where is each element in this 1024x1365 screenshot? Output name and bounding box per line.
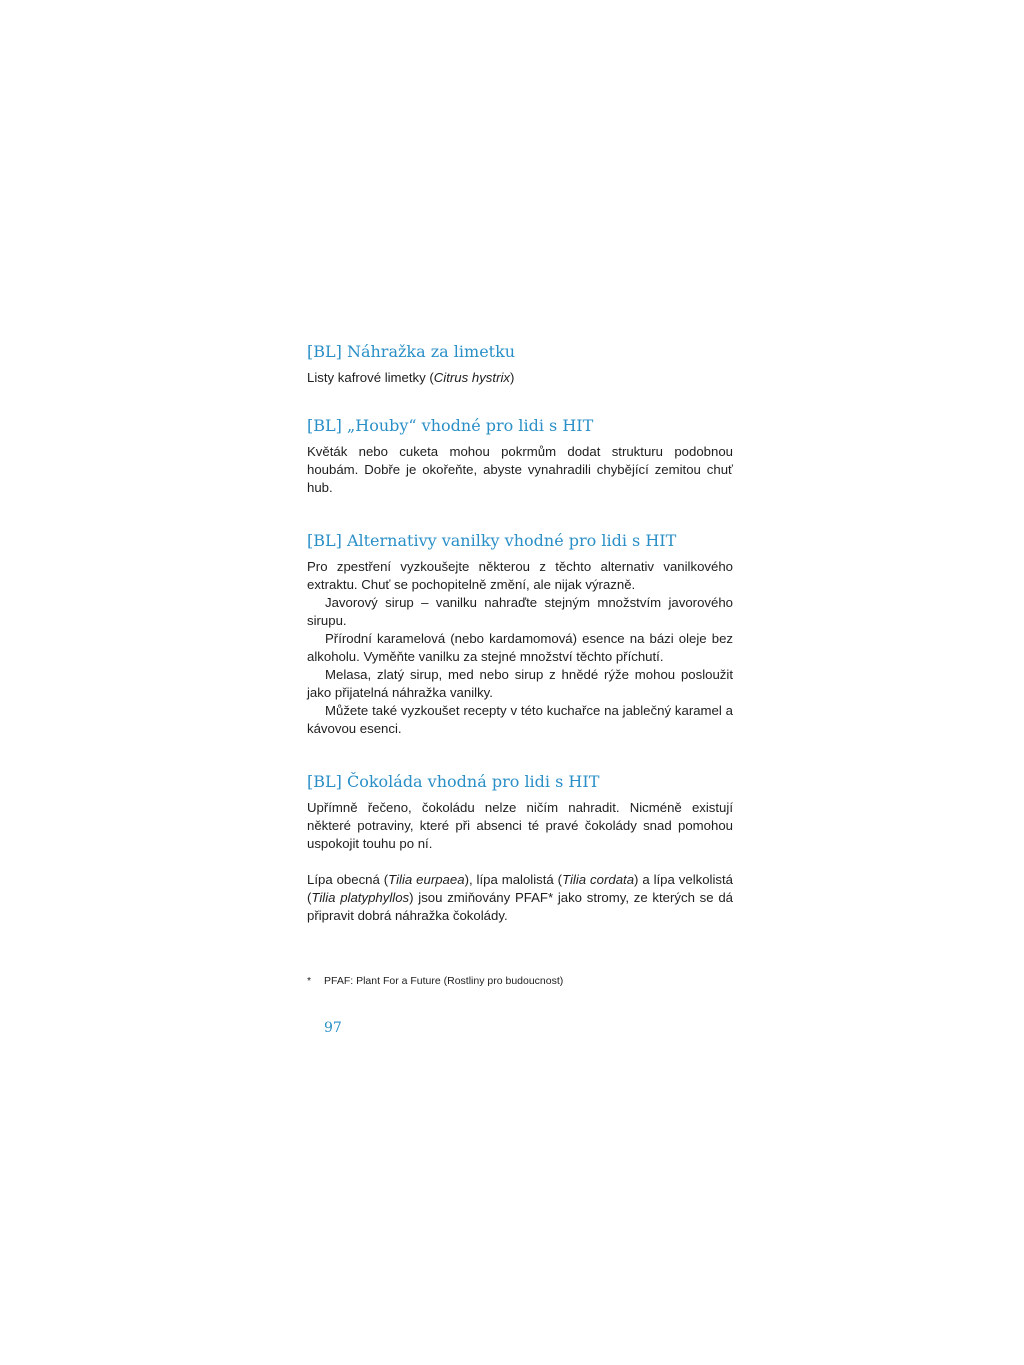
section-mushrooms: [307, 415, 733, 497]
paragraph: Javorový sirup – vanilku nahraďte stejným množstvím javorového sirupu.: [307, 595, 733, 628]
text-run: ): [509, 370, 515, 385]
paragraph: Pro zpestření vyzkoušejte některou z těchto alternativ vanilkového extraktu. Chuť se pochopitelně změní, ale nijak výrazně.: [307, 559, 733, 592]
section-title: [BL] „Houby“ vhodné pro lidi s HIT: [307, 416, 594, 435]
text-run: ) jsou zmiňovány PFAF* jako stromy, ze kterých se dá připravit dobrá náhražka čokolády.: [307, 890, 733, 923]
page-content: [307, 341, 733, 925]
latin-name: Citrus hystrix: [433, 370, 510, 385]
section-title: [BL] Náhražka za limetku: [307, 342, 516, 361]
latin-name: Tilia eurpaea: [388, 872, 465, 887]
paragraph: Můžete také vyzkoušet recepty v této kuchařce na jablečný karamel a kávovou esenci.: [307, 703, 733, 736]
footnote-text: PFAF: Plant For a Future (Rostliny pro budoucnost): [324, 975, 564, 987]
paragraph: Melasa, zlatý sirup, med nebo sirup z hnědé rýže mohou posloužit jako přijatelná náhražka vanilky.: [307, 667, 733, 700]
paragraph: Přírodní karamelová (nebo kardamomová) esence na bázi oleje bez alkoholu. Vyměňte vanilku za stejné množství těchto příchutí.: [307, 631, 733, 664]
footnote: [307, 973, 733, 989]
paragraph: Květák nebo cuketa mohou pokrmům dodat strukturu podobnou houbám. Dobře je okořeňte, abyste vynahradili chybějící zemitou chuť hub.: [307, 444, 733, 495]
paragraph: [307, 871, 733, 925]
latin-name: Tilia platyphyllos: [311, 890, 410, 905]
paragraph: Upřímně řečeno, čokoládu nelze ničím nahradit. Nicméně existují některé potraviny, které při absenci té pravé čokolády snad pomohou uspokojit touhu po ní.: [307, 800, 733, 851]
section-title: [BL] Alternativy vanilky vhodné pro lidi s HIT: [307, 531, 677, 550]
section-chocolate: [307, 771, 733, 925]
latin-name: Tilia cordata: [562, 872, 635, 887]
text-run: Listy kafrové limetky (: [307, 370, 434, 385]
text-run: ), lípa malolistá (: [464, 872, 563, 887]
text-run: ) a lípa velkolistá (: [307, 872, 734, 905]
page-number: 97: [324, 1020, 342, 1036]
footnote-marker: *: [307, 975, 312, 987]
paragraph: [307, 369, 733, 387]
section-title: [BL] Čokoláda vhodná pro lidi s HIT: [307, 772, 600, 791]
section-vanilla-alternatives: [307, 530, 733, 738]
text-run: Lípa obecná (: [307, 872, 389, 887]
section-lime-substitute: [307, 341, 733, 387]
